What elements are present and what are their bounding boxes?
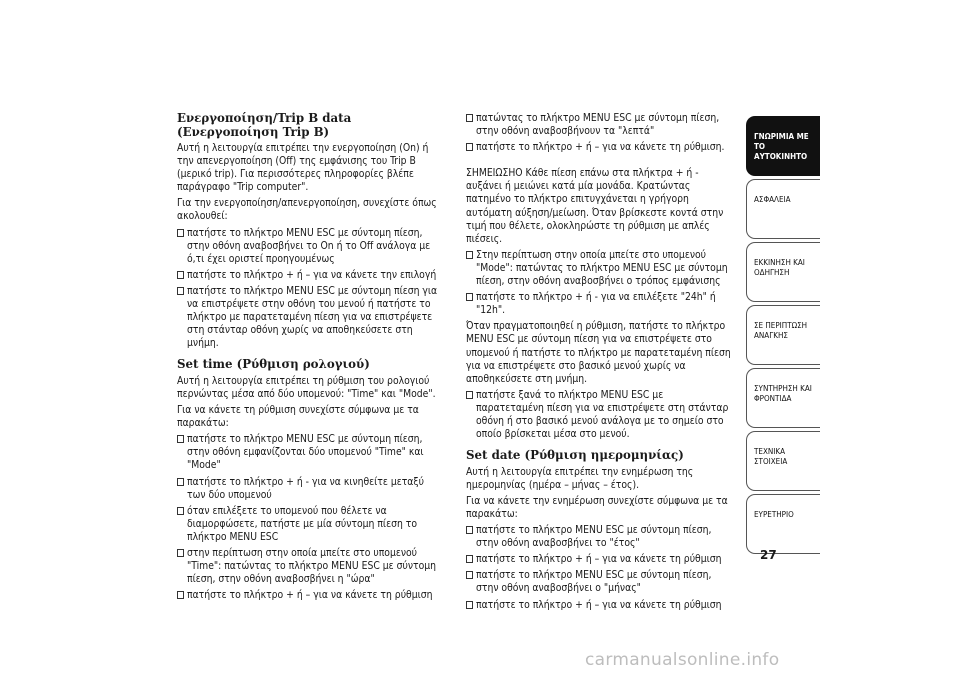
note-paragraph: ΣΗΜΕΙΩΣΗΟ Κάθε πίεση επάνω στα πλήκτρα + ή - αυξάνει ή μειώνει κατά μία μονάδα. Κρατώντας πατημένο το πλήκτρο επιτυγχάνεται η γρήγορη αυτόματη αύξηση/μείωση. Όταν βρίσκεστε κοντά στην τιμή που θέλετε, ολοκληρώστε τη ρύθμιση με απλές πιέσεις. [466, 167, 724, 245]
list-item: πατήστε το πλήκτρο MENU ESC με σύντομη πίεση, στην οθόνη αναβοσβήνει το On ή το Off ανάλογα με ό,τι έχει οριστεί προηγουμένως [177, 227, 442, 266]
paragraph: Αυτή η λειτουργία επιτρέπει την ενημέρωση της ημερομηνίας (ημέρα – μήνας – έτος). [466, 465, 694, 491]
list-item: όταν επιλέξετε το υπομενού που θέλετε να διαμορφώσετε, πατήστε με μία σύντομη πίεση το πλήκτρο MENU ESC [177, 505, 442, 544]
checkbox-bullet-icon [177, 478, 184, 486]
checkbox-bullet-icon [177, 507, 184, 515]
paragraph: Για να κάνετε τη ρύθμιση συνεχίστε σύμφωνα με τα παρακάτω: [177, 404, 419, 430]
page-number: 27 [760, 548, 777, 562]
checkbox-bullet-icon [177, 549, 184, 557]
paragraph: Για να κάνετε την ενημέρωση συνεχίστε σύμφωνα με τα παρακάτω: [466, 494, 728, 520]
chapter-tabs [746, 116, 820, 557]
checkbox-bullet-icon [466, 571, 473, 579]
section-title-set-time: Set time (Ρύθμιση ρολογιού) [177, 357, 370, 372]
checkbox-bullet-icon [466, 391, 473, 399]
checkbox-bullet-icon [177, 435, 184, 443]
list-item: πατήστε ξανά το πλήκτρο MENU ESC με παρατεταμένη πίεση για να επιστρέψετε στη στάνταρ οθόνη ή στο βασικό μενού ανάλογα με το σημείο στο οποίο βρίσκεται μέσα στο μενού. [466, 389, 733, 441]
section-title-set-date: Set date (Ρύθμιση ημερομηνίας) [466, 448, 684, 463]
right-column [466, 112, 733, 615]
list-item: πατήστε το πλήκτρο MENU ESC με σύντομη πίεση, στην οθόνη αναβοσβήνει το "έτος" [466, 524, 733, 550]
paragraph: Όταν πραγματοποιηθεί η ρύθμιση, πατήστε το πλήκτρο MENU ESC με σύντομη πίεση για να επιστρέψετε στο υπομενού ή πατήστε το πλήκτρο με παρατεταμένη πίεση για να επιστρέψετε στο βασικό μενού χωρίς να αποθηκεύσετε στη μνήμη. [466, 320, 731, 385]
tab-starting-driving[interactable]: ΕΚΚΙΝΗΣΗ ΚΑΙ ΟΔΗΓΗΣΗ [746, 242, 820, 302]
checkbox-bullet-icon [466, 601, 473, 609]
left-column [177, 112, 442, 605]
list-item: πατήστε το πλήκτρο + ή - για να κινηθείτε μεταξύ των δύο υπομενού [177, 476, 442, 502]
section-subtitle-trip-b: (Ενεργοποίηση Trip B) [177, 124, 330, 139]
watermark: carmanualsonline.info [585, 650, 780, 670]
list-item: πατήστε το πλήκτρο MENU ESC με σύντομη πίεση για να επιστρέψετε στην οθόνη του μενού ή πατήστε το πλήκτρο με παρατεταμένη πίεση για να επιστρέψετε στη στάνταρ οθόνη χωρίς να αποθηκεύσετε στη μνήμη. [177, 285, 442, 350]
list-item: πατήστε το πλήκτρο + ή - για να επιλέξετε "24h" ή "12h". [466, 291, 733, 317]
list-item: πατήστε το πλήκτρο MENU ESC με σύντομη πίεση, στην οθόνη αναβοσβήνει ο "μήνας" [466, 569, 733, 595]
checkbox-bullet-icon [466, 293, 473, 301]
paragraph: Αυτή η λειτουργία επιτρέπει τη ρύθμιση του ρολογιού περνώντας μέσα από δύο υπομενού: "Time" και "Mode". [177, 374, 436, 400]
checkbox-bullet-icon [177, 591, 184, 599]
list-item: στην περίπτωση στην οποία μπείτε στο υπομενού "Time": πατώντας το πλήκτρο MENU ESC με σύντομη πίεση, στην οθόνη αναβοσβήνει η "ώρα" [177, 547, 442, 586]
list-item: πατήστε το πλήκτρο + ή – για να κάνετε τη ρύθμιση [177, 589, 442, 602]
tab-maintenance[interactable]: ΣΥΝΤΗΡΗΣΗ ΚΑΙ ΦΡΟΝΤΙΔΑ [746, 368, 820, 428]
checkbox-bullet-icon [177, 287, 184, 295]
tab-safety[interactable]: ΑΣΦΑΛΕΙΑ [746, 179, 820, 239]
list-item: πατήστε το πλήκτρο + ή – για να κάνετε τη ρύθμιση [466, 553, 733, 566]
paragraph: Αυτή η λειτουργία επιτρέπει την ενεργοποίηση (On) ή την απενεργοποίηση (Off) της εμφάνισης του Trip B (μερικό trip). Για περισσότερες πληροφορίες βλέπε παράγραφο "Trip computer". [177, 142, 429, 194]
list-item: πατώντας το πλήκτρο MENU ESC με σύντομη πίεση, στην οθόνη αναβοσβήνουν τα "λεπτά" [466, 112, 733, 138]
checkbox-bullet-icon [466, 555, 473, 563]
tab-getting-to-know[interactable]: ΓΝΩΡΙΜΙΑ ΜΕ ΤΟ ΑΥΤΟΚΙΝΗΤΟ [746, 116, 820, 176]
list-item: πατήστε το πλήκτρο + ή – για να κάνετε τη ρύθμιση. [466, 141, 733, 154]
tab-technical-data[interactable]: ΤΕΧΝΙΚΑ ΣΤΟΙΧΕΙΑ [746, 431, 820, 491]
checkbox-bullet-icon [466, 143, 473, 151]
checkbox-bullet-icon [466, 251, 473, 259]
section-title-trip-b: Ενεργοποίηση/Trip B data [177, 111, 352, 125]
list-item: πατήστε το πλήκτρο MENU ESC με σύντομη πίεση, στην οθόνη εμφανίζονται δύο υπομενού "Time" και "Mode" [177, 433, 442, 472]
list-item: πατήστε το πλήκτρο + ή – για να κάνετε τη ρύθμιση [466, 599, 733, 612]
checkbox-bullet-icon [177, 271, 184, 279]
list-item: Στην περίπτωση στην οποία μπείτε στο υπομενού "Mode": πατώντας το πλήκτρο MENU ESC με σύντομη πίεση, στην οθόνη αναβοσβήνει ο τρόπος εμφάνισης [466, 249, 733, 288]
tab-emergency[interactable]: ΣΕ ΠΕΡΙΠΤΩΣΗ ΑΝΑΓΚΗΣ [746, 305, 820, 365]
tab-index[interactable]: ΕΥΡΕΤΗΡΙΟ [746, 494, 820, 554]
paragraph: Για την ενεργοποίηση/απενεργοποίηση, συνεχίστε όπως ακολουθεί: [177, 197, 437, 223]
checkbox-bullet-icon [466, 114, 473, 122]
checkbox-bullet-icon [177, 229, 184, 237]
list-item: πατήστε το πλήκτρο + ή – για να κάνετε την επιλογή [177, 269, 442, 282]
checkbox-bullet-icon [466, 526, 473, 534]
